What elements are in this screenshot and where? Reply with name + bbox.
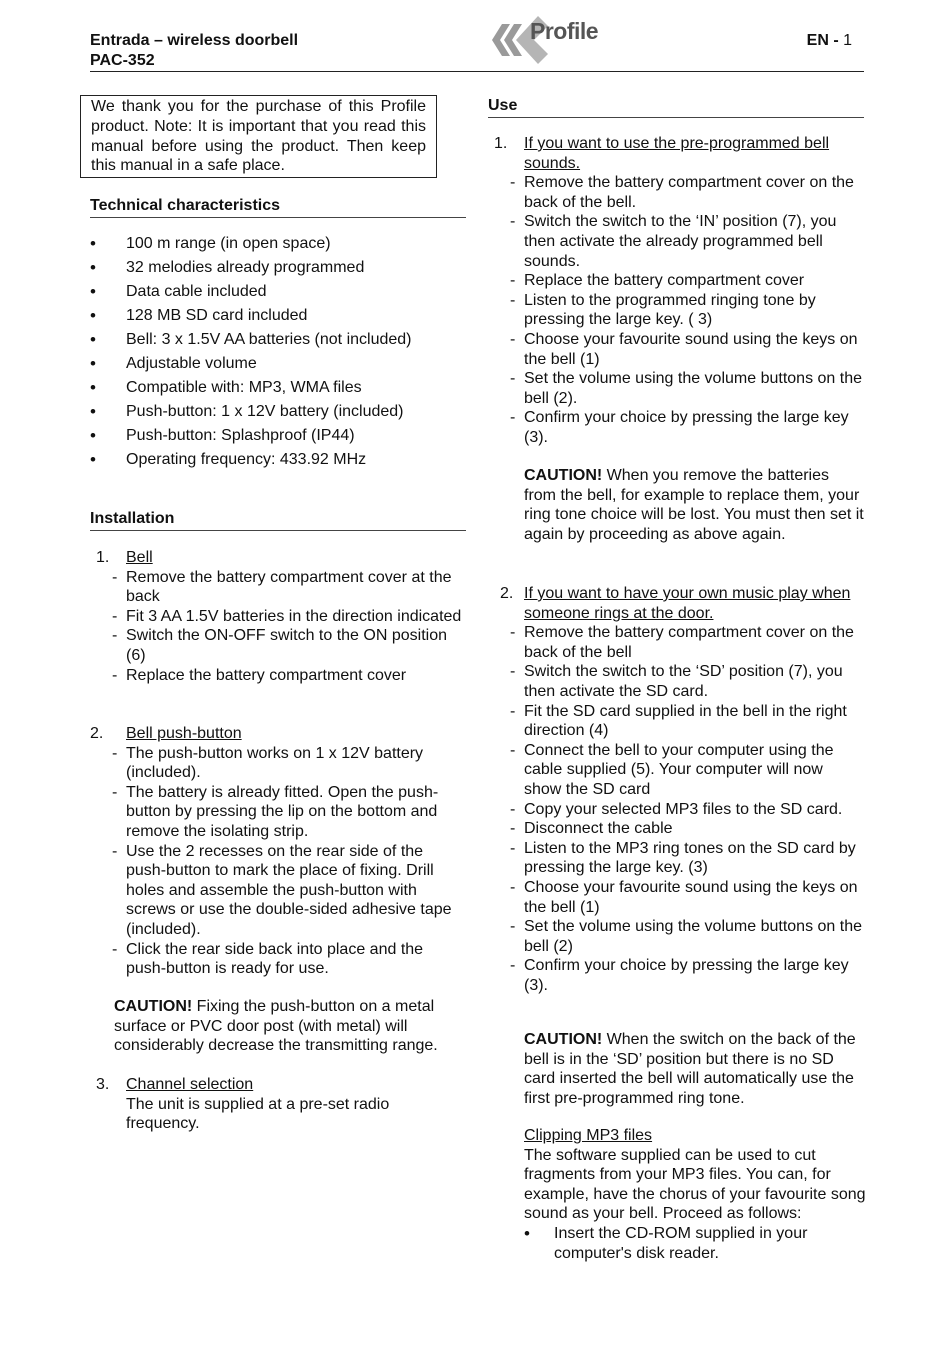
list-item: - Listen to the MP3 ring tones on the SD card by pressing the large key. (3) xyxy=(524,839,864,878)
list-item: • Compatible with: MP3, WMA files xyxy=(90,378,412,402)
list-item: - Choose your favourite sound using the keys on the bell (1) xyxy=(524,878,864,917)
model-number: PAC-352 xyxy=(90,52,155,69)
list-item: • Push-button: 1 x 12V battery (included) xyxy=(90,402,412,426)
list-item: - Switch the ON-OFF switch to the ON position (6) xyxy=(126,626,466,665)
list-item: - The push-button works on 1 x 12V battery (included). xyxy=(126,744,466,783)
battery-caution xyxy=(524,466,864,544)
logo-text: Profile xyxy=(530,18,599,44)
push-button-steps xyxy=(126,744,466,979)
push-button-caution xyxy=(114,997,466,1056)
bell-section xyxy=(126,548,466,685)
list-item: - Switch the switch to the ‘SD’ position (7), you then activate the SD card. xyxy=(524,662,864,701)
clipping-bullet: Insert the CD-ROM supplied in your computer's disk reader. xyxy=(554,1224,808,1262)
list-item: - Remove the battery compartment cover on the back of the bell xyxy=(524,623,864,662)
list-item: - Remove the battery compartment cover on the back of the bell. xyxy=(524,173,864,212)
push-button-section xyxy=(126,724,466,979)
preprogrammed-section xyxy=(524,134,864,448)
own-music-section xyxy=(524,584,864,995)
channel-section xyxy=(126,1075,466,1134)
product-title: Entrada – wireless doorbell xyxy=(90,32,299,49)
list-item: - Click the rear side back into place and the push-button is ready for use. xyxy=(126,940,466,979)
preprogrammed-title: If you want to use the pre-programmed bell sounds. xyxy=(524,135,830,172)
document-title xyxy=(90,31,298,71)
language-code: EN - xyxy=(806,32,839,49)
list-item: - Connect the bell to your computer using the cable supplied (5). Your computer will now show the SD card xyxy=(524,741,864,800)
list-item: • Data cable included xyxy=(90,282,412,306)
list-item: • 100 m range (in open space) xyxy=(90,234,412,258)
bell-steps xyxy=(126,568,466,686)
page-number xyxy=(807,31,852,51)
installation-heading: Installation xyxy=(90,509,466,531)
channel-text: The unit is supplied at a pre-set radio frequency. xyxy=(126,1095,390,1133)
caution-label: CAUTION! xyxy=(114,998,193,1015)
sd-caution xyxy=(524,1030,864,1108)
list-item: - Disconnect the cable xyxy=(524,819,864,839)
list-item: - Copy your selected MP3 files to the SD card. xyxy=(524,800,864,820)
caution-label: CAUTION! xyxy=(524,467,603,484)
tech-list xyxy=(90,234,412,474)
clipping-section xyxy=(524,1126,869,1263)
profile-logo xyxy=(488,14,608,66)
page-index: 1 xyxy=(838,32,852,49)
step-number: 2. xyxy=(90,725,104,742)
step-number: 2. xyxy=(500,585,514,602)
list-item: - Confirm your choice by pressing the large key (3). xyxy=(524,408,864,447)
channel-title: Channel selection xyxy=(126,1076,254,1093)
list-item: - Fit the SD card supplied in the bell in the right direction (4) xyxy=(524,702,864,741)
list-item: - Fit 3 AA 1.5V batteries in the direction indicated xyxy=(126,607,466,627)
list-item: - Switch the switch to the ‘IN’ position (7), you then activate the already programmed bell sounds. xyxy=(524,212,864,271)
caution-text: When you remove the batteries from the bell, for example to replace them, your ring tone choice will be lost. You must then set it again by proceeding as above again. xyxy=(524,467,864,543)
list-item: - Replace the battery compartment cover xyxy=(126,666,466,686)
list-item: • Bell: 3 x 1.5V AA batteries (not included) xyxy=(90,330,412,354)
list-item: • Push-button: Splashproof (IP44) xyxy=(90,426,412,450)
list-item: - Confirm your choice by pressing the large key (3). xyxy=(524,956,864,995)
list-item: - Replace the battery compartment cover xyxy=(524,271,864,291)
list-item: - Remove the battery compartment cover at the back xyxy=(126,568,466,607)
intro-notice: We thank you for the purchase of this Profile product. Note: It is important that you read this manual before using the product. Then keep this manual in a safe place. xyxy=(80,95,437,178)
list-item: - Set the volume using the volume buttons on the bell (2). xyxy=(524,369,864,408)
list-item: • Operating frequency: 433.92 MHz xyxy=(90,450,412,474)
caution-text: Fixing the push-button on a metal surface or PVC door post (with metal) will considerably decrease the transmitting range. xyxy=(114,998,438,1055)
push-button-title: Bell push-button xyxy=(126,725,242,742)
own-music-title: If you want to have your own music play when someone rings at the door. xyxy=(524,585,851,622)
header-divider xyxy=(90,71,864,72)
step-number: 3. xyxy=(96,1076,110,1093)
own-music-steps xyxy=(524,623,864,995)
tech-heading: Technical characteristics xyxy=(90,196,466,218)
bullet-icon: • xyxy=(524,1223,530,1243)
list-item: - Listen to the programmed ringing tone by pressing the large key. ( 3) xyxy=(524,291,864,330)
use-heading: Use xyxy=(488,96,864,118)
list-item: - Set the volume using the volume buttons on the bell (2) xyxy=(524,917,864,956)
list-item: - The battery is already fitted. Open the push-button by pressing the lip on the bottom and remove the isolating strip. xyxy=(126,783,466,842)
bell-title: Bell xyxy=(126,549,153,566)
list-item: • 128 MB SD card included xyxy=(90,306,412,330)
step-number: 1. xyxy=(96,549,110,566)
step-number: 1. xyxy=(494,135,508,152)
clipping-title: Clipping MP3 files xyxy=(524,1127,653,1144)
list-item: • 32 melodies already programmed xyxy=(90,258,412,282)
caution-text: When the switch on the back of the bell is in the ‘SD’ position but there is no SD card inserted the bell will automatically use the first pre-programmed ring tone. xyxy=(524,1031,856,1107)
list-item: - Choose your favourite sound using the keys on the bell (1) xyxy=(524,330,864,369)
caution-label: CAUTION! xyxy=(524,1031,603,1048)
clipping-text: The software supplied can be used to cut fragments from your MP3 files. You can, for example, have the chorus of your favourite song sound as your bell. Proceed as follows: xyxy=(524,1146,866,1223)
list-item: • Adjustable volume xyxy=(90,354,412,378)
preprogrammed-steps xyxy=(524,173,864,447)
list-item xyxy=(524,1224,869,1263)
list-item: - Use the 2 recesses on the rear side of the push-button to mark the place of fixing. Drill holes and assemble the push-button with screws or use the double-sided adhesive tape (included). xyxy=(126,842,466,940)
